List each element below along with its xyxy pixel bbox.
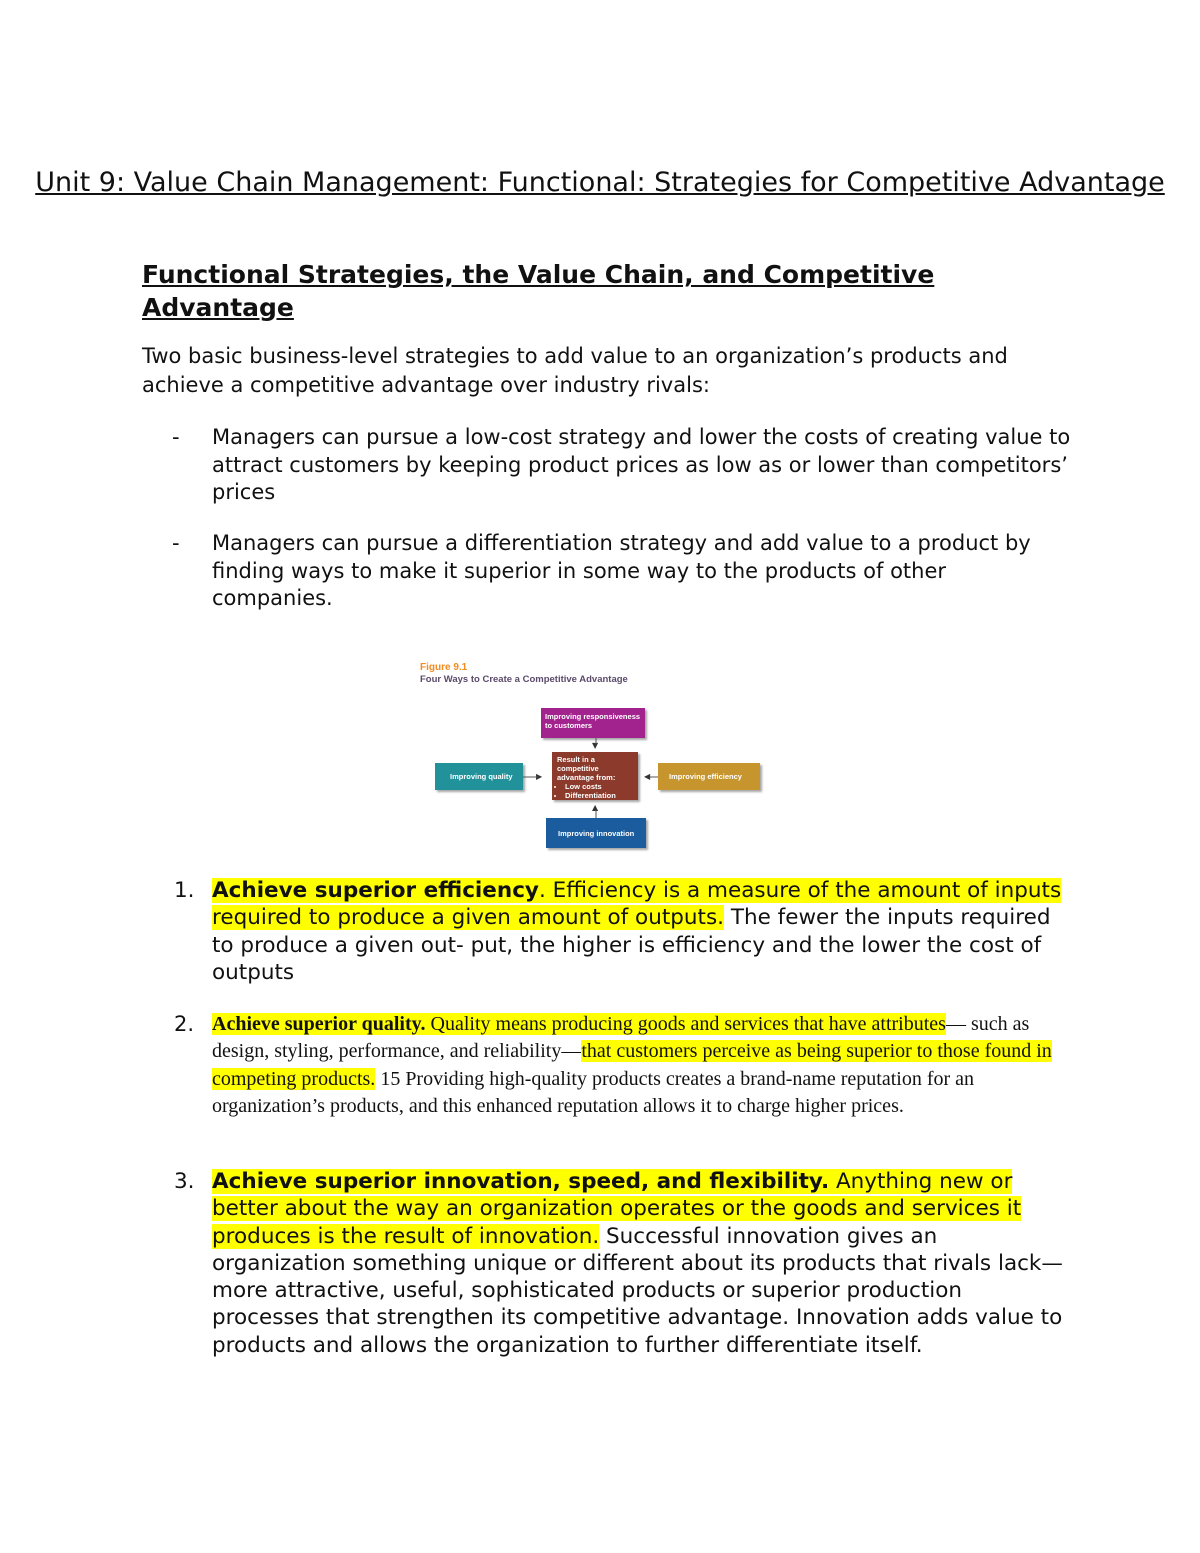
center-box-item: • Differentiation xyxy=(565,791,634,800)
section-heading: Functional Strategies, the Value Chain, and Competitive Advantage xyxy=(142,260,935,322)
list-item-text xyxy=(212,1011,1072,1120)
list-item-text xyxy=(212,877,1072,986)
item-highlighted-text: Efficiency is a measure of the amount of inputs required to produce a given amount of outputs. xyxy=(212,878,1062,931)
center-box-title: Result in a competitive advantage from: xyxy=(557,755,616,782)
item-body-text: 15 Providing high-quality products creates a brand-name reputation for an organization’s products, and this enhanced reputation allows it to charge higher prices. xyxy=(212,1067,975,1117)
item-heading: Achieve superior innovation, speed, and flexibility. xyxy=(212,1169,830,1194)
item-body-text: — such as design, styling, performance, and reliability— xyxy=(212,1013,1030,1063)
figure-label: Figure 9.1 xyxy=(420,662,468,673)
figure-caption: Four Ways to Create a Competitive Advantage xyxy=(420,674,628,685)
arrow-right-icon: ▶ xyxy=(536,772,543,781)
box-improving-quality: Improving quality xyxy=(435,763,523,790)
box-improving-innovation: Improving innovation xyxy=(546,818,646,848)
arrow-up-icon: ▲ xyxy=(592,803,599,812)
box-improving-efficiency: Improving efficiency xyxy=(658,763,760,790)
bullet-text: Managers can pursue a low-cost strategy and lower the costs of creating value to attract customers by keeping product prices as low as or lower than competitors’ prices xyxy=(212,425,1071,504)
bullet-marker: - xyxy=(172,531,180,555)
figure-four-ways-diagram xyxy=(420,662,780,857)
item-body-text: Successful innovation gives an organization something unique or different about its products that rivals lack—more attractive, useful, sophisticated products or superior production processes that strengthen its competitive advantage. Innovation adds value to products and allows the organization to further differentiate itself. xyxy=(212,1223,1063,1358)
center-box-item: • Low costs xyxy=(565,782,634,791)
item-highlighted-text: Anything new or better about the way an organization operates or the goods and services it produces is the result of innovation. xyxy=(212,1169,1022,1249)
bullet-marker: - xyxy=(172,425,180,449)
list-item-number: 2. xyxy=(174,1012,195,1036)
item-heading: Achieve superior quality. xyxy=(212,1013,426,1035)
box-improving-responsiveness: Improving responsiveness to customers xyxy=(541,708,645,738)
page-title: Unit 9: Value Chain Management: Functional: Strategies for Competitive Advantage xyxy=(35,167,1165,198)
item-highlighted-text: that customers perceive as being superior to those found in competing products. xyxy=(212,1040,1052,1090)
list-item-text xyxy=(212,1168,1072,1359)
list-item-number: 3. xyxy=(174,1169,195,1194)
item-heading: Achieve superior efficiency xyxy=(212,878,539,903)
item-heading-separator: . xyxy=(538,878,546,903)
intro-paragraph: Two basic business-level strategies to add value to an organization’s products and achieve a competitive advantage over industry rivals: xyxy=(142,344,1008,397)
arrow-down-icon: ▼ xyxy=(592,741,599,750)
arrow-left-icon: ◀ xyxy=(644,772,651,781)
list-item-number: 1. xyxy=(174,878,195,903)
item-body-text: The fewer the inputs required to produce a given out- put, the higher is efficiency and the lower the cost of outputs xyxy=(212,905,1051,985)
item-highlighted-text: Quality means producing goods and services that have attributes xyxy=(425,1013,946,1035)
bullet-text: Managers can pursue a differentiation strategy and add value to a product by finding ways to make it superior in some way to the products of other companies. xyxy=(212,531,1031,610)
figure-connector-lines xyxy=(420,662,780,857)
